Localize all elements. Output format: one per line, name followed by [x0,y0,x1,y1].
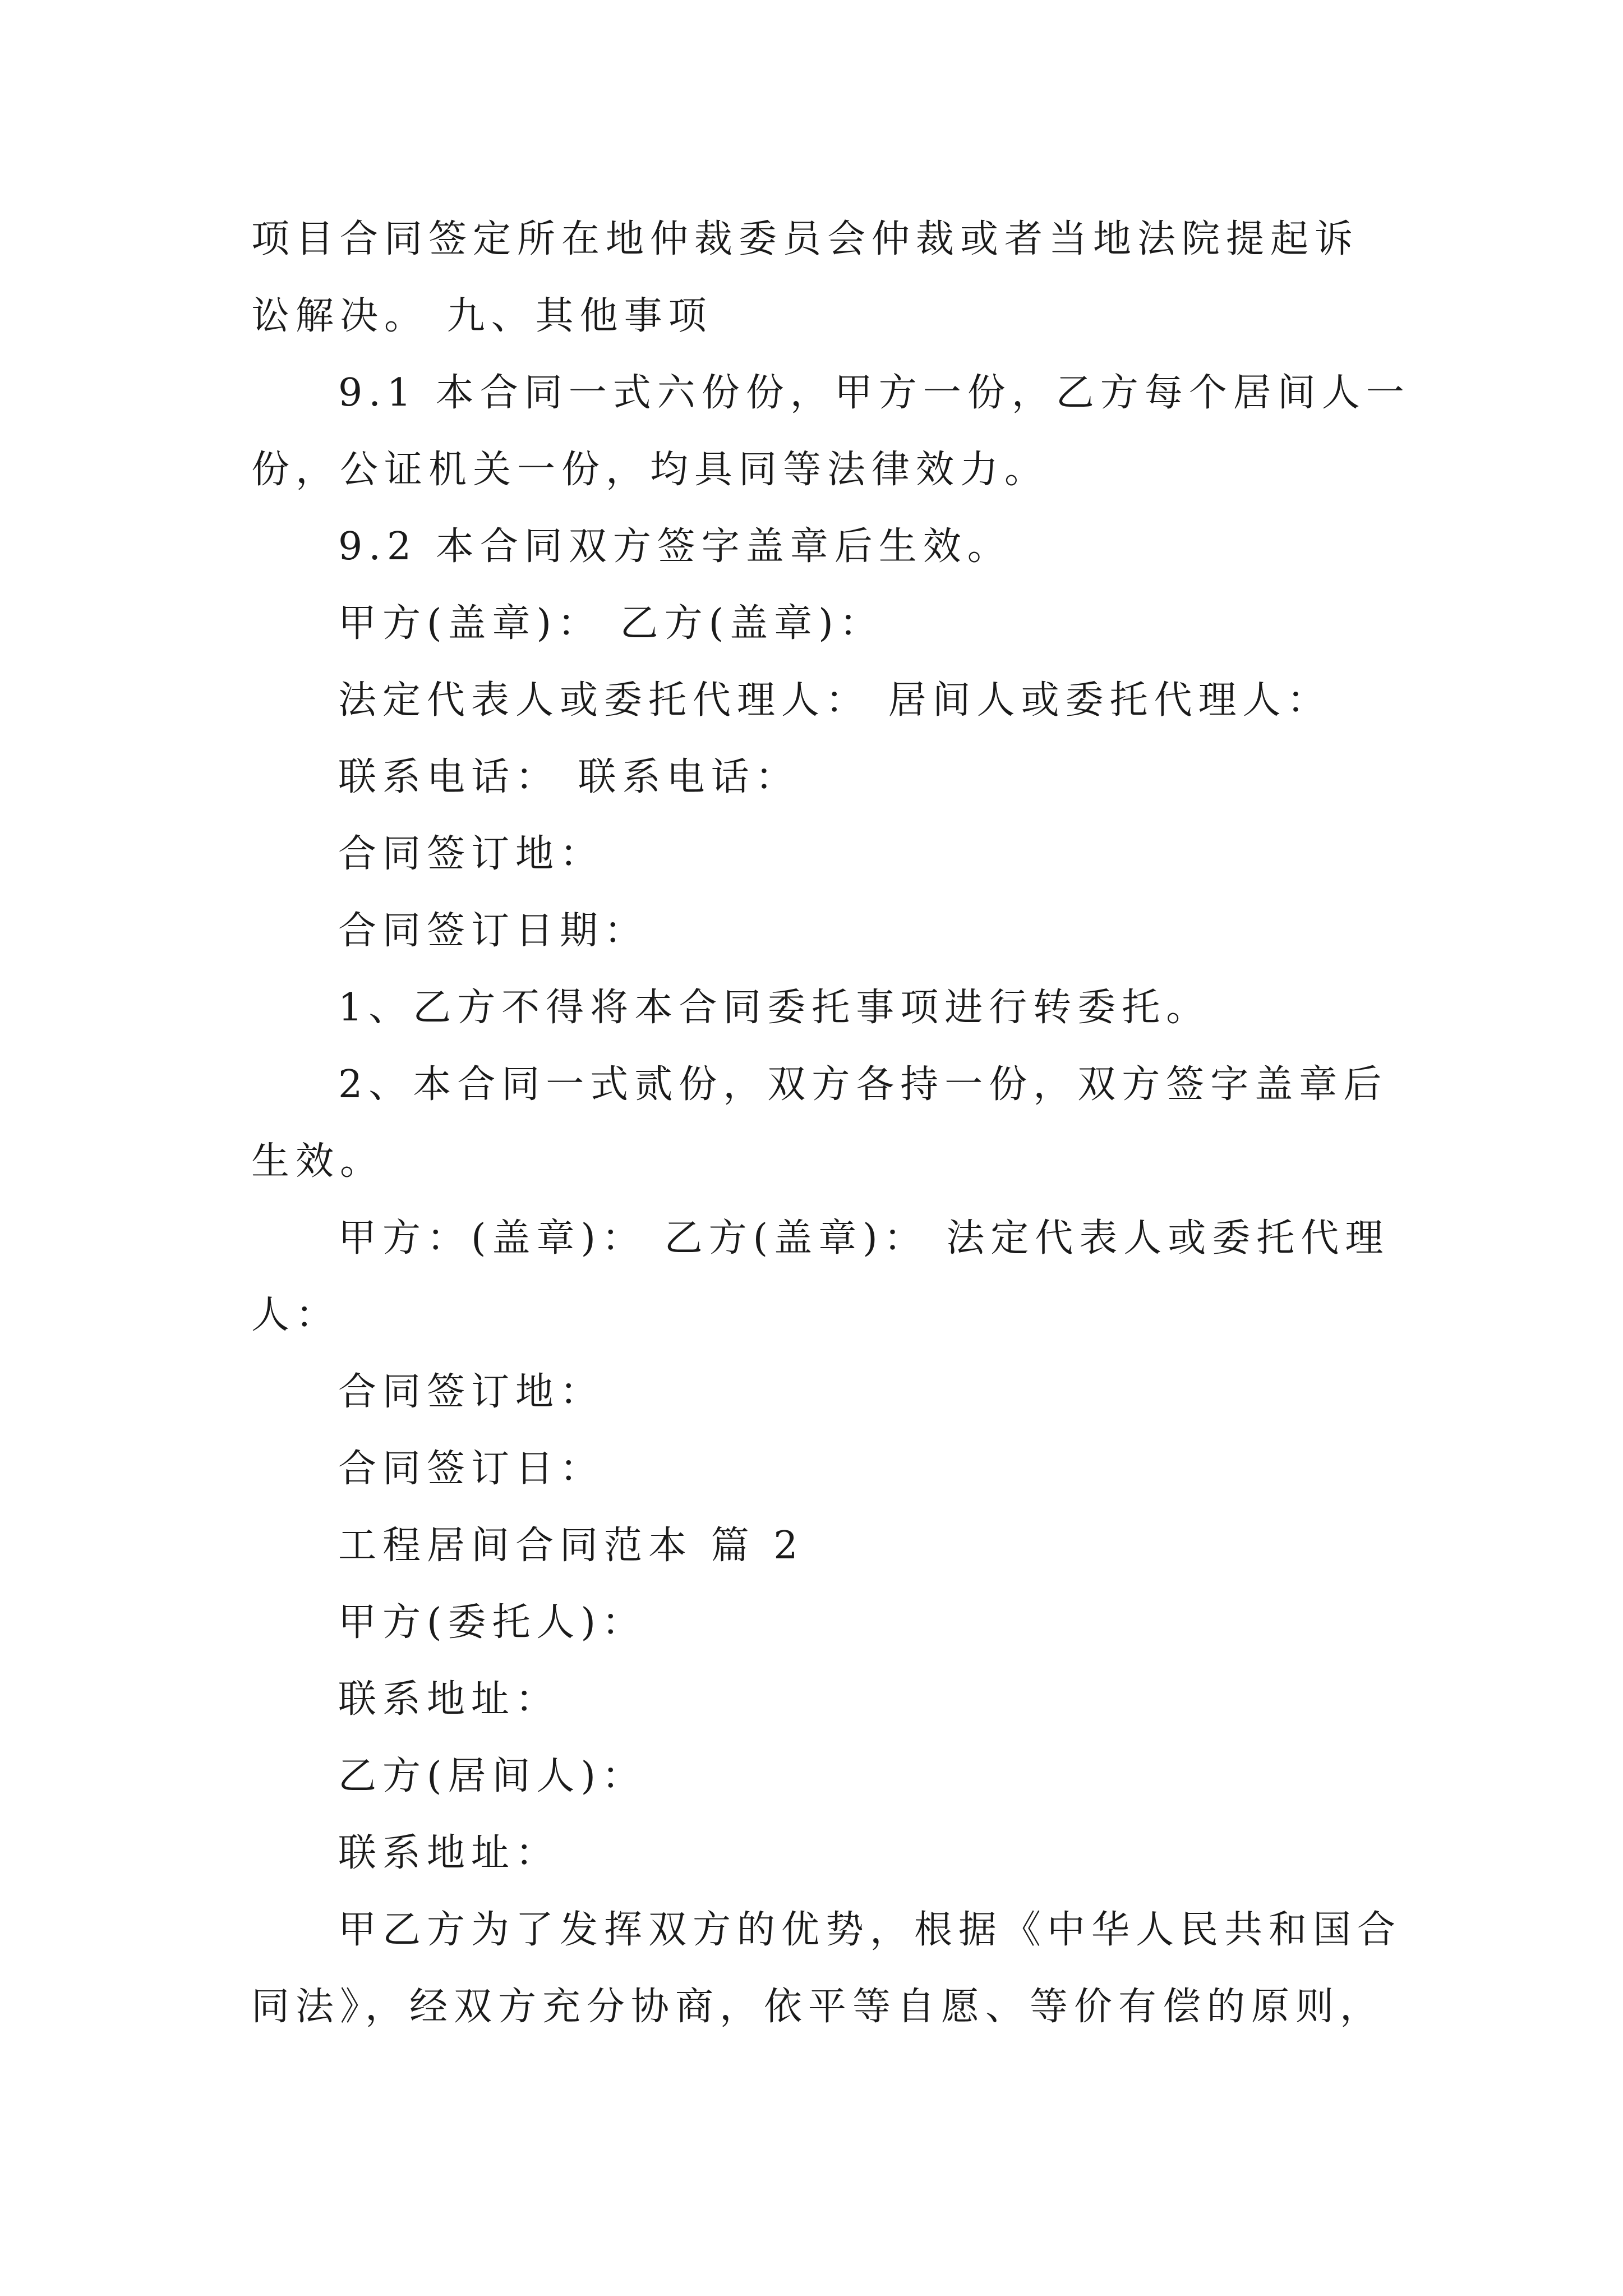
paragraph-line: 乙方(居间人)： [338,1754,647,1798]
paragraph-line: 联系地址： [338,1677,560,1722]
paragraph-line: 讼解决。 九、其他事项 [251,294,713,338]
paragraph-line: 合同签订地： [338,832,605,876]
paragraph-line: 法定代表人或委托代理人： 居间人或委托代理人： [338,678,1331,723]
paragraph-line: 1、乙方不得将本合同委托事项进行转委托。 [338,986,1211,1030]
paragraph-line: 甲方(盖章)： 乙方(盖章)： [338,601,884,646]
paragraph-line: 甲方(委托人)： [338,1600,647,1645]
paragraph-line: 合同签订日期： [338,909,649,953]
paragraph-line: 9.1 本合同一式六份份，甲方一份，乙方每个居间人一 [338,371,1410,415]
paragraph-line: 合同签订日： [338,1447,605,1491]
paragraph-line: 联系地址： [338,1831,560,1875]
document-body [251,201,1410,2045]
paragraph-line: 合同签订地： [338,1370,605,1414]
paragraph-line: 人： [251,1293,340,1337]
paragraph-line: 联系电话： 联系电话： [338,755,800,799]
paragraph-line: 9.2 本合同双方签字盖章后生效。 [338,524,1012,569]
paragraph-line: 甲方：(盖章)： 乙方(盖章)： 法定代表人或委托代理 [338,1216,1390,1260]
paragraph-line: 2、本合同一式贰份，双方各持一份，双方签字盖章后 [338,1062,1388,1107]
paragraph-line: 同法》，经双方充分协商，依平等自愿、等价有偿的原则， [251,1985,1385,2029]
paragraph-line: 份，公证机关一份，均具同等法律效力。 [251,448,1049,492]
paragraph-line: 项目合同签定所在地仲裁委员会仲裁或者当地法院提起诉 [251,217,1359,261]
paragraph-line: 工程居间合同范本 篇 2 [338,1524,804,1568]
paragraph-line: 甲乙方为了发挥双方的优势，根据《中华人民共和国合 [338,1908,1402,1952]
paragraph-line: 生效。 [251,1139,385,1184]
